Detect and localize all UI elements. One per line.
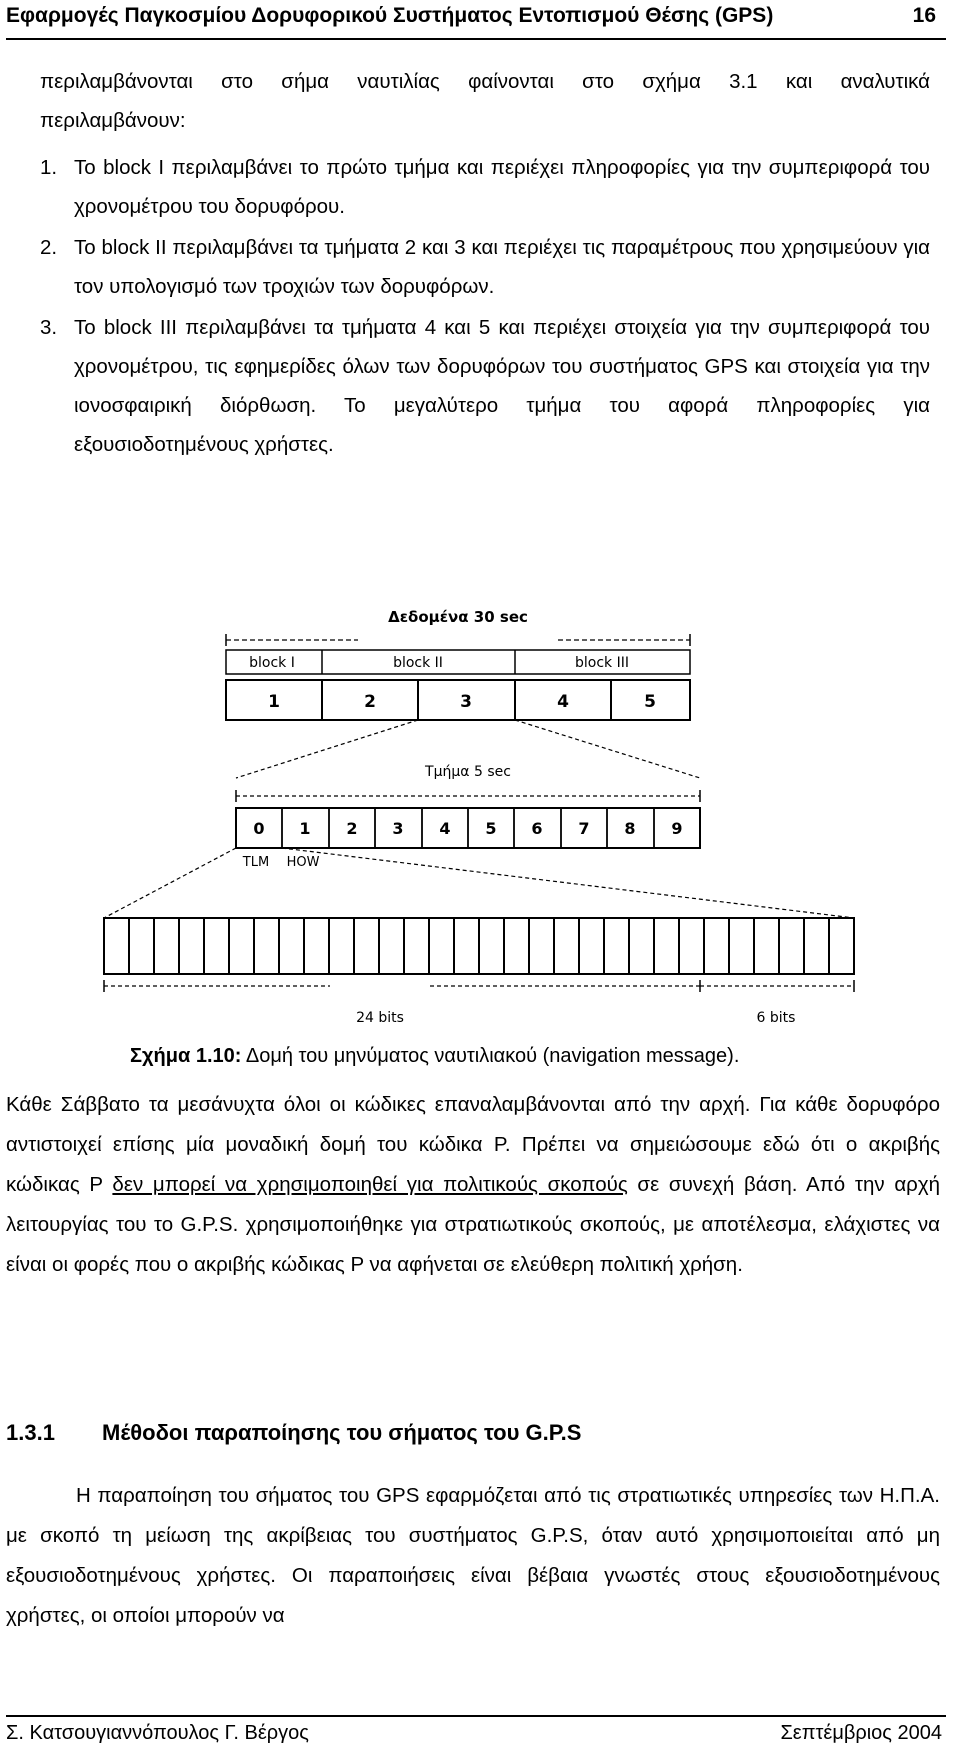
section-number: 1.3.1	[6, 1420, 55, 1445]
caption-label: Σχήμα 1.10:	[130, 1045, 242, 1067]
body-paragraph	[6, 1085, 940, 1285]
how-label: HOW	[286, 855, 320, 870]
word-number: 7	[578, 819, 590, 838]
header-rule	[6, 38, 946, 40]
page-number: 16	[912, 4, 936, 27]
segment-number: 2	[364, 692, 376, 712]
list-item-text: Το block III περιλαμβάνει τα τμήματα 4 και 5 και περιέχει στοιχεία για την συμπεριφορά του χρονομέτρου, τις εφημερίδες όλων των δορυφόρων του συστήματος GPS και στοιχεία για την ιονοσφαιρική διόρθωση. Το μεγαλύτερο τμήμα του αφορά πληροφορίες για εξουσιοδοτημένους χρήστες.	[74, 316, 930, 456]
segment-number: 3	[460, 692, 472, 712]
intro-line-1: περιλαμβάνονται στο σήμα ναυτιλίας φαίνονται στο σχήμα 3.1 και αναλυτικά	[40, 70, 930, 93]
word-number: 4	[439, 819, 451, 838]
word-number: 3	[392, 819, 404, 838]
word-number: 8	[624, 819, 636, 838]
segment-number: 5	[644, 692, 656, 712]
footer-rule	[6, 1715, 946, 1717]
tlm-label: TLM	[242, 855, 270, 870]
section-paragraph: Η παραποίηση του σήματος του GPS εφαρμόζεται από τις στρατιωτικές υπηρεσίες των Η.Π.Α. με σκοπό τη μείωση της ακρίβειας του συστήματος G.P.S, όταν αυτό χρησιμοποιείται από μη εξουσιοδοτημένους χρήστες. Οι παραποιήσεις είναι βέβαια γνωστές στους εξουσιοδοτημένους χρήστες, οι οποίοι μπορούν να	[6, 1484, 940, 1627]
caption-text: Δομή του μηνύματος ναυτιλιακού (navigation message).	[241, 1045, 740, 1067]
list-item-number: 3.	[40, 316, 58, 339]
list-item	[40, 228, 930, 306]
list-item-number: 2.	[40, 236, 58, 259]
word-number: 2	[346, 819, 358, 838]
word-number: 5	[485, 819, 497, 838]
list-item-text: Το block I περιλαμβάνει το πρώτο τμήμα και περιέχει πληροφορίες για την συμπεριφορά του χρονομέτρου του δορυφόρου.	[74, 156, 930, 218]
segment-5sec-label: Τμήμα 5 sec	[425, 764, 511, 780]
block-label: block I	[249, 655, 295, 671]
figure-caption	[130, 1045, 739, 1068]
section-heading	[6, 1420, 581, 1446]
list-item-text: Το block II περιλαμβάνει τα τμήματα 2 και 3 και περιέχει τις παραμέτρους που χρησιμεύουν για τον υπολογισμό των τροχιών των δορυφόρων.	[74, 236, 930, 298]
list-item-number: 1.	[40, 156, 58, 179]
bits-24-label: 24 bits	[356, 1010, 404, 1026]
expansion-line	[282, 848, 854, 918]
data-30sec-label: Δεδομένα 30 sec	[388, 608, 528, 626]
footer-authors: Σ. Κατσουγιαννόπουλος Γ. Βέργος	[6, 1722, 309, 1744]
list-item	[40, 308, 930, 464]
expansion-line	[104, 848, 236, 918]
block-label: block II	[393, 655, 443, 671]
page-header	[6, 0, 946, 44]
footer-date: Σεπτέμβριος 2004	[780, 1722, 942, 1744]
segment-number: 1	[268, 692, 280, 712]
segment-number: 4	[557, 692, 569, 712]
expansion-line	[515, 720, 700, 778]
word-number: 1	[299, 819, 311, 838]
body-text-b: σε συνεχή βάση. Από την αρχή λειτουργίας του το G.P.S. χρησιμοποιήθηκε για στρατιωτικούς σκοπούς, με αποτέλεσμα, ελάχιστες να είναι οι φορές που ο ακριβής κώδικας P να αφήνεται σε ελεύθερη πολιτική χρήση.	[6, 1173, 941, 1276]
word-number: 0	[253, 819, 265, 838]
word-number: 9	[671, 819, 683, 838]
block-label: block III	[575, 655, 629, 671]
list-item	[40, 148, 930, 226]
word-number: 6	[531, 819, 543, 838]
header-title: Εφαρμογές Παγκοσμίου Δορυφορικού Συστήματος Εντοπισμού Θέσης (GPS)	[6, 4, 774, 27]
intro-paragraph	[40, 62, 930, 140]
block-list	[40, 148, 930, 464]
body-text-a: Κάθε Σάββατο τα μεσάνυχτα όλοι οι κώδικες επαναλαμβάνονται από την αρχή. Για κάθε δορυφόρο αντιστοιχεί επίσης μία μοναδική δομή του κώδικα P. Πρέπει να σημειώσουμε εδώ ότι ο ακριβής κώδικας P	[6, 1093, 940, 1196]
section-title: Μέθοδοι παραποίησης του σήματος του G.P.S	[102, 1420, 582, 1445]
bits-6-label: 6 bits	[756, 1010, 796, 1026]
intro-line-2: περιλαμβάνουν:	[40, 109, 186, 132]
body-underlined-text: δεν μπορεί να χρησιμοποιηθεί για πολιτικούς σκοπούς	[112, 1173, 628, 1196]
segment-row	[226, 680, 690, 720]
navigation-message-diagram	[0, 600, 960, 1040]
expansion-line	[236, 720, 418, 778]
